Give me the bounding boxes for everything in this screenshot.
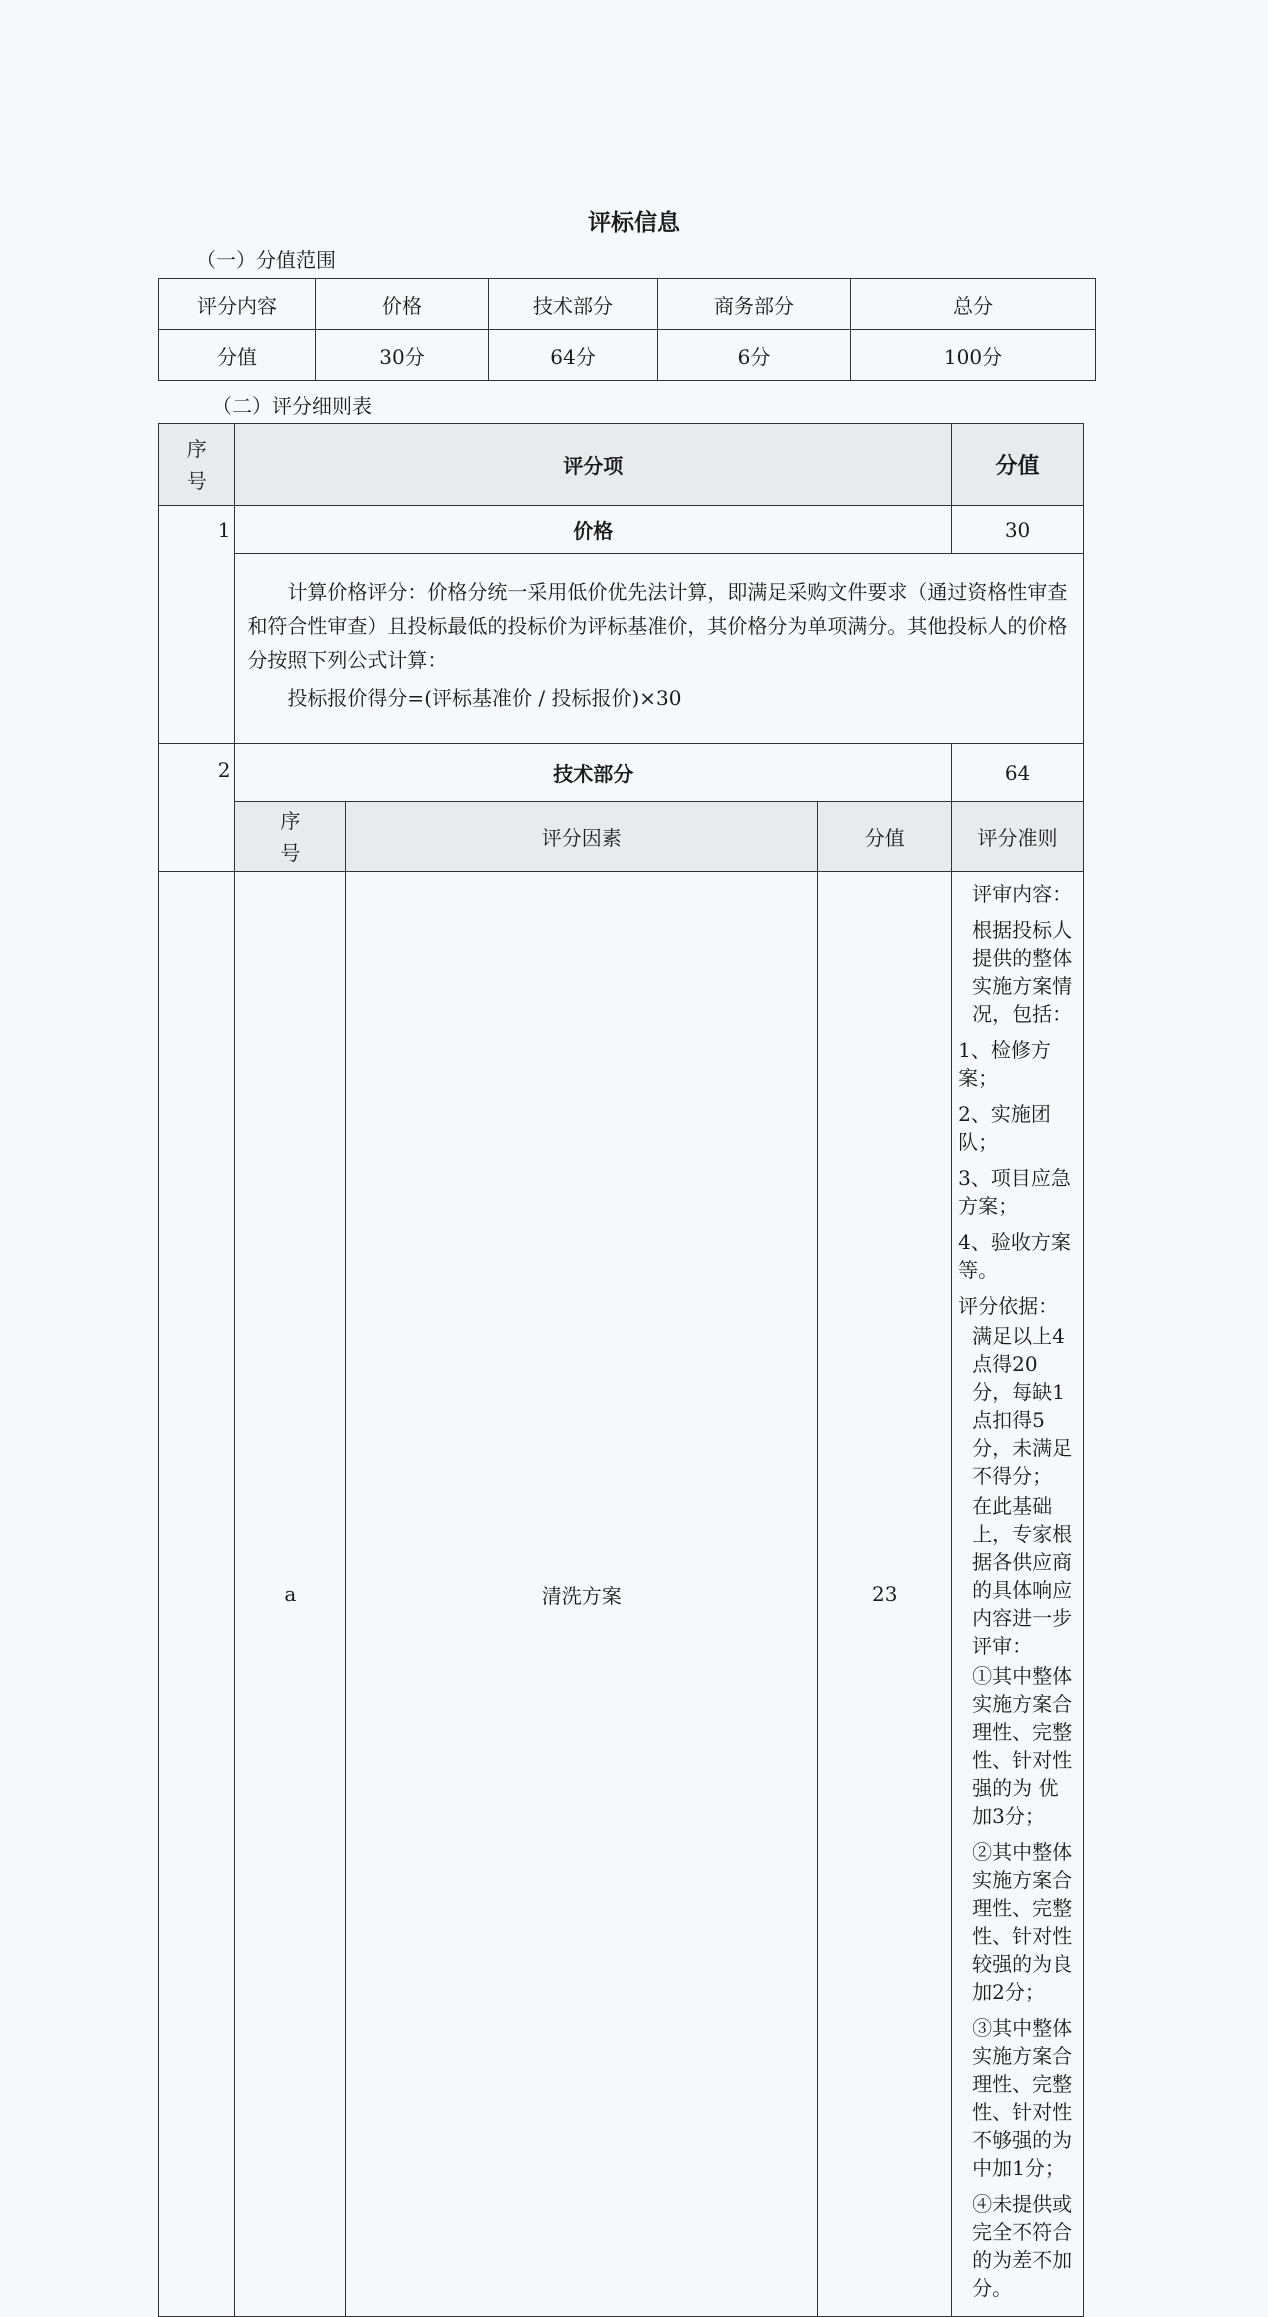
basis-rule: 在此基础上，专家根据各供应商的具体响应内容进一步评审：	[972, 1494, 1073, 1658]
criteria-header: 评分准则	[952, 802, 1084, 872]
item-criteria	[952, 872, 1084, 2317]
header-cell: 商务部分	[658, 279, 851, 330]
tech-subheader-row	[159, 802, 1084, 872]
review-point: 2、实施团队；	[958, 1102, 1051, 1154]
section1-label: （一）分值范围	[196, 248, 336, 272]
score-level: ④未提供或完全不符合的为差不加分。	[972, 2192, 1073, 2300]
score-level: ②其中整体实施方案合理性、完整性、针对性较强的为良加2分；	[972, 1840, 1073, 2004]
header-cell: 技术部分	[489, 279, 658, 330]
item-score: 23	[818, 872, 952, 2317]
header-cell: 评分内容	[159, 279, 316, 330]
sub-seq-header-text: 序号	[280, 808, 301, 865]
value-cell: 6分	[658, 330, 851, 381]
value-cell: 分值	[159, 330, 316, 381]
review-point: 3、项目应急方案；	[958, 1166, 1071, 1218]
item-factor: 清洗方案	[346, 872, 818, 2317]
price-seq: 1	[159, 506, 235, 744]
factor-header: 评分因素	[346, 802, 818, 872]
value-cell: 100分	[851, 330, 1096, 381]
empty-cell	[159, 872, 235, 2317]
tech-seq: 2	[159, 744, 235, 872]
value-cell: 64分	[489, 330, 658, 381]
tech-row	[159, 744, 1084, 802]
basis-title: 评分依据：	[958, 1294, 1059, 1318]
score-level: ③其中整体实施方案合理性、完整性、针对性不够强的为中加1分；	[972, 2016, 1073, 2180]
price-desc-row	[159, 554, 1084, 744]
sub-score-header: 分值	[818, 802, 952, 872]
price-description	[235, 554, 1084, 744]
review-point: 1、检修方案；	[958, 1038, 1051, 1090]
tech-name: 技术部分	[235, 744, 952, 802]
item-seq: a	[235, 872, 346, 2317]
score-range-table	[158, 278, 1096, 381]
header-cell: 总分	[851, 279, 1096, 330]
price-formula: 投标报价得分=(评标基准价 / 投标报价)×30	[287, 685, 682, 710]
scoring-detail-table	[158, 423, 1084, 2317]
sub-seq-header	[235, 802, 346, 872]
price-score: 30	[952, 506, 1084, 554]
seq-header-text: 序号	[186, 436, 207, 493]
price-row	[159, 506, 1084, 554]
review-point: 4、验收方案等。	[958, 1230, 1071, 1282]
section2-label: （二）评分细则表	[212, 394, 372, 418]
table-row	[159, 872, 1084, 2317]
value-cell: 30分	[316, 330, 489, 381]
seq-header	[159, 424, 235, 506]
table-header-row	[159, 424, 1084, 506]
price-name: 价格	[235, 506, 952, 554]
review-intro: 根据投标人提供的整体实施方案情况，包括：	[972, 918, 1073, 1026]
score-level: ①其中整体实施方案合理性、完整性、针对性强的为 优加3分；	[972, 1664, 1073, 1828]
item-header: 评分项	[235, 424, 952, 506]
document-title: 评标信息	[588, 210, 680, 236]
score-header: 分值	[952, 424, 1084, 506]
price-method-text: 计算价格评分：价格分统一采用低价优先法计算，即满足采购文件要求（通过资格性审查和符合性审查）且投标最低的投标价为评标基准价，其价格分为单项满分。其他投标人的价格分按照下列公式计算：	[247, 579, 1068, 672]
tech-score: 64	[952, 744, 1084, 802]
basis-rule: 满足以上4点得20分，每缺1点扣得5分，未满足不得分；	[972, 1324, 1073, 1488]
table-row	[159, 279, 1096, 330]
table-row	[159, 330, 1096, 381]
review-title: 评审内容：	[972, 882, 1073, 906]
header-cell: 价格	[316, 279, 489, 330]
